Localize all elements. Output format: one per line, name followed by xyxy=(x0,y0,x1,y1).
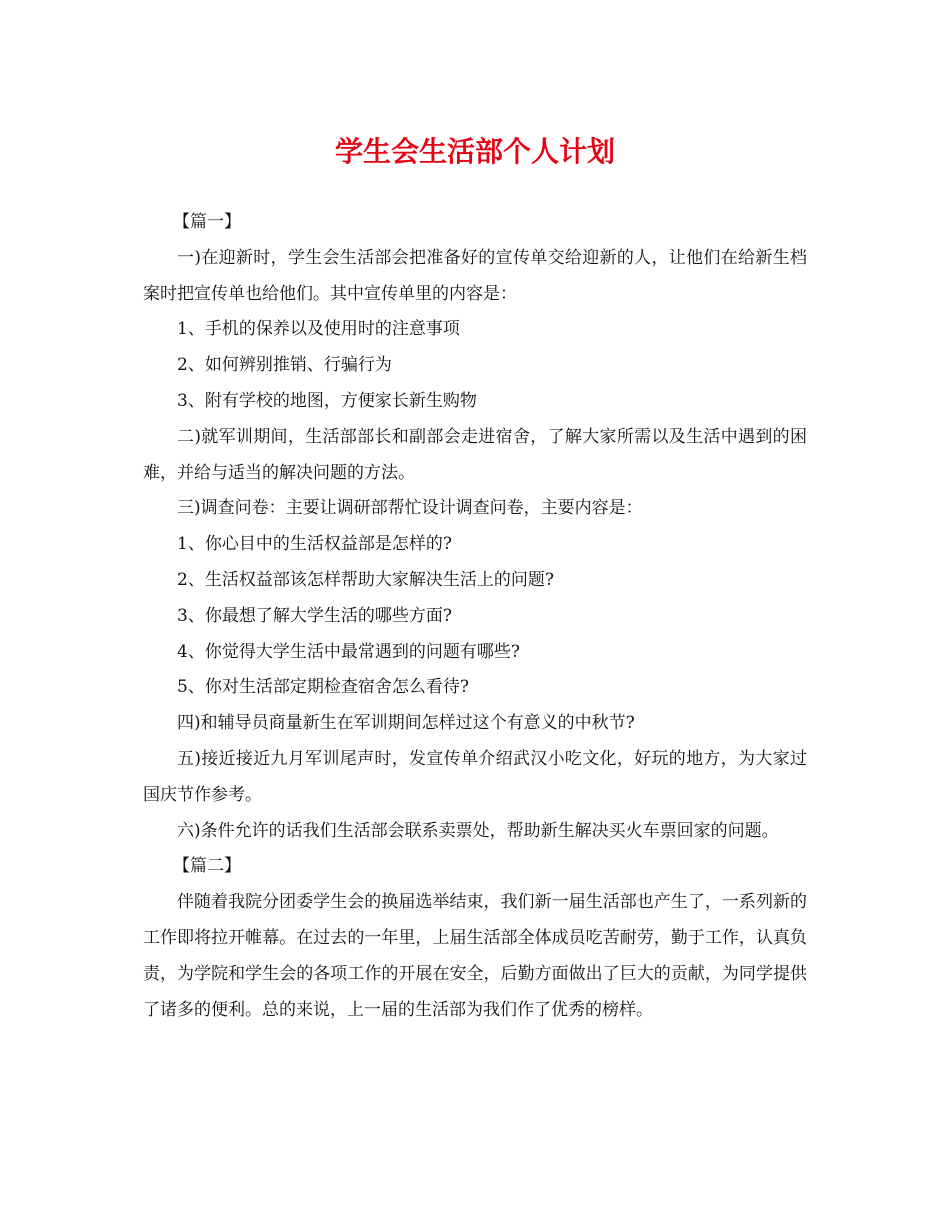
paragraph: 六)条件允许的话我们生活部会联系卖票处，帮助新生解决买火车票回家的问题。 xyxy=(177,820,779,841)
paragraph: 伴随着我院分团委学生会的换届选举结束，我们新一届生活部也产生了，一系列新的工作即将拉开帷幕。在过去的一年里，上届生活部全体成员吃苦耐劳，勤于工作，认真负责，为学院和学生会的各项工作的开展在安全，后勤方面做出了巨大的贡献，为同学提供了诸多的便利。总的来说，上一届的生活部为我们作了优秀的榜样。 xyxy=(143,892,807,1020)
list-item: 3、附有学校的地图，方便家长新生购物 xyxy=(177,390,477,411)
section-heading-2: 【篇二】 xyxy=(173,856,241,877)
document-body xyxy=(143,205,807,1028)
list-item: 3、你最想了解大学生活的哪些方面? xyxy=(177,605,452,626)
paragraph: 一)在迎新时，学生会生活部会把准备好的宣传单交给迎新的人，让他们在给新生档案时把宣传单也给他们。其中宣传单里的内容是： xyxy=(143,247,807,304)
list-item: 4、你觉得大学生活中最常遇到的问题有哪些? xyxy=(177,641,520,662)
paragraph: 二)就军训期间，生活部部长和副部会走进宿舍，了解大家所需以及生活中遇到的困难，并给与适当的解决问题的方法。 xyxy=(143,426,807,483)
list-item: 1、你心目中的生活权益部是怎样的? xyxy=(177,534,452,555)
paragraph: 五)接近接近九月军训尾声时，发宣传单介绍武汉小吃文化，好玩的地方，为大家过国庆节作参考。 xyxy=(143,748,807,805)
list-item: 2、如何辨别推销、行骗行为 xyxy=(177,355,392,376)
paragraph: 四)和辅导员商量新生在军训期间怎样过这个有意义的中秋节? xyxy=(177,713,635,734)
document-title: 学生会生活部个人计划 xyxy=(334,135,615,168)
list-item: 2、生活权益部该怎样帮助大家解决生活上的问题? xyxy=(177,569,554,590)
section-heading-1: 【篇一】 xyxy=(173,212,241,232)
paragraph: 三)调查问卷：主要让调研部帮忙设计调查问卷，主要内容是： xyxy=(177,498,643,519)
list-item: 1、手机的保养以及使用时的注意事项 xyxy=(177,319,460,340)
list-item: 5、你对生活部定期检查宿舍怎么看待? xyxy=(177,677,469,698)
